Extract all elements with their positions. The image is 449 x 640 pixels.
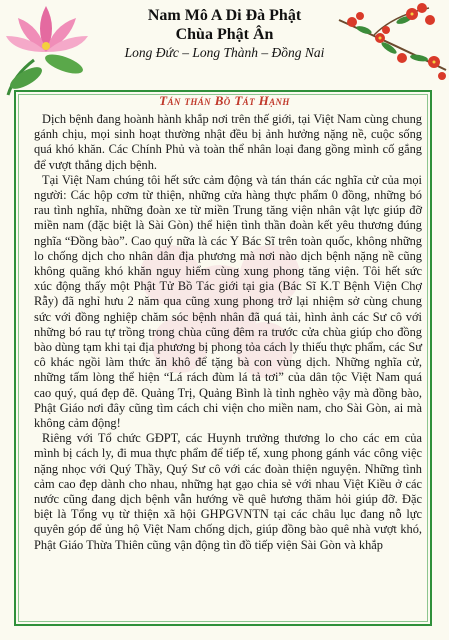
location: Long Đức – Long Thành – Đồng Nai — [124, 45, 325, 60]
temple-name: Chùa Phật Ân — [175, 26, 274, 43]
paragraph-2: Tại Việt Nam chúng tôi hết sức cảm động và tán thán các nghĩa cử của mọi người: Các hộp cơm từ thiện, những cửa hàng thực phẩm 0 đồng, những bó rau tình nghĩa, những đoàn xe từ miền Trung tăng viện nhân vật lực giúp đỡ miền nam (đặc biệt là Sài Gòn) thể hiện tình thần đoàn kết yêu thương đúng nghĩa “Đồng bào”. Cao quý nữa là các Y Bác Sĩ trên toàn quốc, không những lo chống dịch cho nhân dân địa phương mà nơi nào dịch bệnh nặng nề cũng không quãng khó khăn nguy hiểm cùng xung phong tăng viện. Tôi hết sức xúc động thấy một Phật Tử Bồ Tác giới tại gia (Bác Sĩ K.T Bệnh Viện Chợ Rẫy) đã nghỉ hưu 2 năm qua cũng xung phong trở lại nhiệm sở cùng chung sức với đồng nghiệp chăm sóc bệnh nhân đã quá tải, hình ảnh các Sư cô với những bó rau tự trồng trong chùa cũng đêm ra trước cửa chùa giúp cho đồng bào dùng tạm khi tại địa phương bị phong tỏa cách ly thiếu thực phẩm, các Sư cô khác ngồi làm thức ăn khô để tặng bà con vùng dịch. Những nghĩa cử, những tấm lòng thể hiện “Lá rách đùm lá tả tơi” của dân tộc Việt Nam quá cao quý, quá đẹp đẽ. Quảng Trị, Quảng Bình là tỉnh nghèo vậy mà đồng bào, Phật Giáo nơi đây cũng tìm cách chi viện cho miền nam, cho Sài Gòn, ai mà không cảm động! — [34, 172, 422, 431]
paragraph-3: Riêng với Tổ chức GĐPT, các Huynh trưởng thương lo cho các em của mình bị cách ly, đi mua thực phẩm để tiếp tế, xung phong gánh vác công việc nặng nhọc với Quý Thầy, Quý Sư cô với các đoàn thiện nguyện. Những tình cảm cao đẹp dành cho nhau, những hạt gạo chia sẻ với nhau Việt Kiều ở các nước cũng đang dịch bệnh vẫn hướng về quê hương thăm hỏi giúp đỡ. Đặc biệt là Tổng vụ từ thiện xã hội GHPGVNTN tại các châu lục đang nỗ lực quyên góp để ủng hộ Việt Nam chống dịch, giúp đồng bào quê nhà vượt khó, Phật Giáo Thừa Thiên cũng vận động tìn đồ tiếp viện Sài Gòn và khắp — [34, 431, 422, 552]
header — [0, 6, 449, 62]
article-heading: Tán thán Bồ Tát Hạnh — [159, 93, 290, 108]
page-title: Nam Mô A Di Đà Phật — [147, 7, 302, 24]
article-body — [34, 112, 422, 553]
paragraph-1: Dịch bệnh đang hoành hành khắp nơi trên thế giới, tại Việt Nam cùng chung gánh chịu, mọi sinh hoạt thường nhật đều bị ảnh hưởng nặng nề, cuộc sống quá khó khăn. Các Chính Phủ và toàn thể nhân loại đang gồng mình cố gắng để vượt thắng dịch bệnh. — [34, 112, 422, 172]
